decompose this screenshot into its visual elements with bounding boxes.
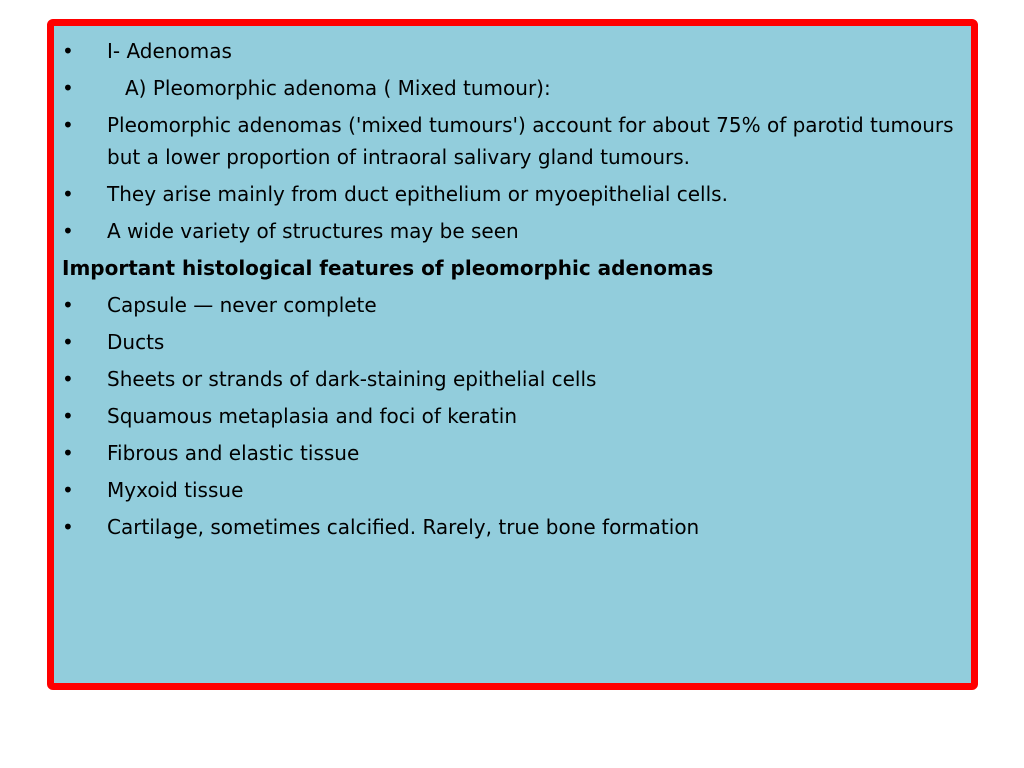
section-heading: Important histological features of pleomorphic adenomas [62, 255, 714, 280]
feature-text: Squamous metaplasia and foci of keratin [107, 403, 518, 428]
bullet-dot-icon: • [62, 113, 74, 137]
feature-text: Capsule — never complete [107, 292, 377, 317]
feature-text: Myxoid tissue [107, 477, 244, 502]
feature-bullet-item [62, 438, 962, 470]
bullet-dot-icon: • [62, 218, 74, 243]
bullet-dot-icon: • [62, 440, 74, 465]
bullet-dot-icon: • [62, 292, 74, 317]
bullet-dot-icon: • [62, 181, 74, 206]
slide-text-area [62, 36, 962, 549]
feature-text: Fibrous and elastic tissue [107, 440, 360, 465]
feature-text: Ducts [107, 329, 165, 354]
bullet-text: I- Adenomas [107, 39, 232, 63]
feature-bullet-item [62, 364, 962, 396]
bullet-text: They arise mainly from duct epithelium or myoepithelial cells. [107, 181, 728, 206]
bullet-item [62, 179, 962, 211]
bullet-text: A) Pleomorphic adenoma ( Mixed tumour): [125, 76, 551, 100]
bullet-dot-icon: • [62, 477, 74, 502]
content-panel [47, 19, 978, 690]
bullet-item [62, 73, 962, 105]
bullet-dot-icon: • [62, 403, 74, 428]
feature-text: Sheets or strands of dark-staining epithelial cells [107, 366, 597, 391]
feature-bullet-item [62, 401, 962, 433]
feature-bullet-item [62, 327, 962, 359]
bullet-item [62, 36, 962, 68]
feature-bullet-item [62, 475, 962, 507]
bullet-dot-icon: • [62, 329, 74, 354]
bullet-dot-icon: • [62, 39, 74, 63]
bullet-dot-icon: • [62, 366, 74, 391]
feature-bullet-item [62, 290, 962, 322]
bullet-text: Pleomorphic adenomas ('mixed tumours') account for about 75% of parotid tumours but a lower proportion of intraoral salivary gland tumours. [107, 113, 954, 169]
feature-text: Cartilage, sometimes calcified. Rarely, true bone formation [107, 514, 700, 539]
feature-bullet-item [62, 512, 962, 544]
bullet-text: A wide variety of structures may be seen [107, 218, 519, 243]
bullet-item [62, 110, 962, 173]
bullet-dot-icon: • [62, 514, 74, 539]
bullet-item [62, 216, 962, 248]
bullet-dot-icon: • [62, 76, 74, 100]
